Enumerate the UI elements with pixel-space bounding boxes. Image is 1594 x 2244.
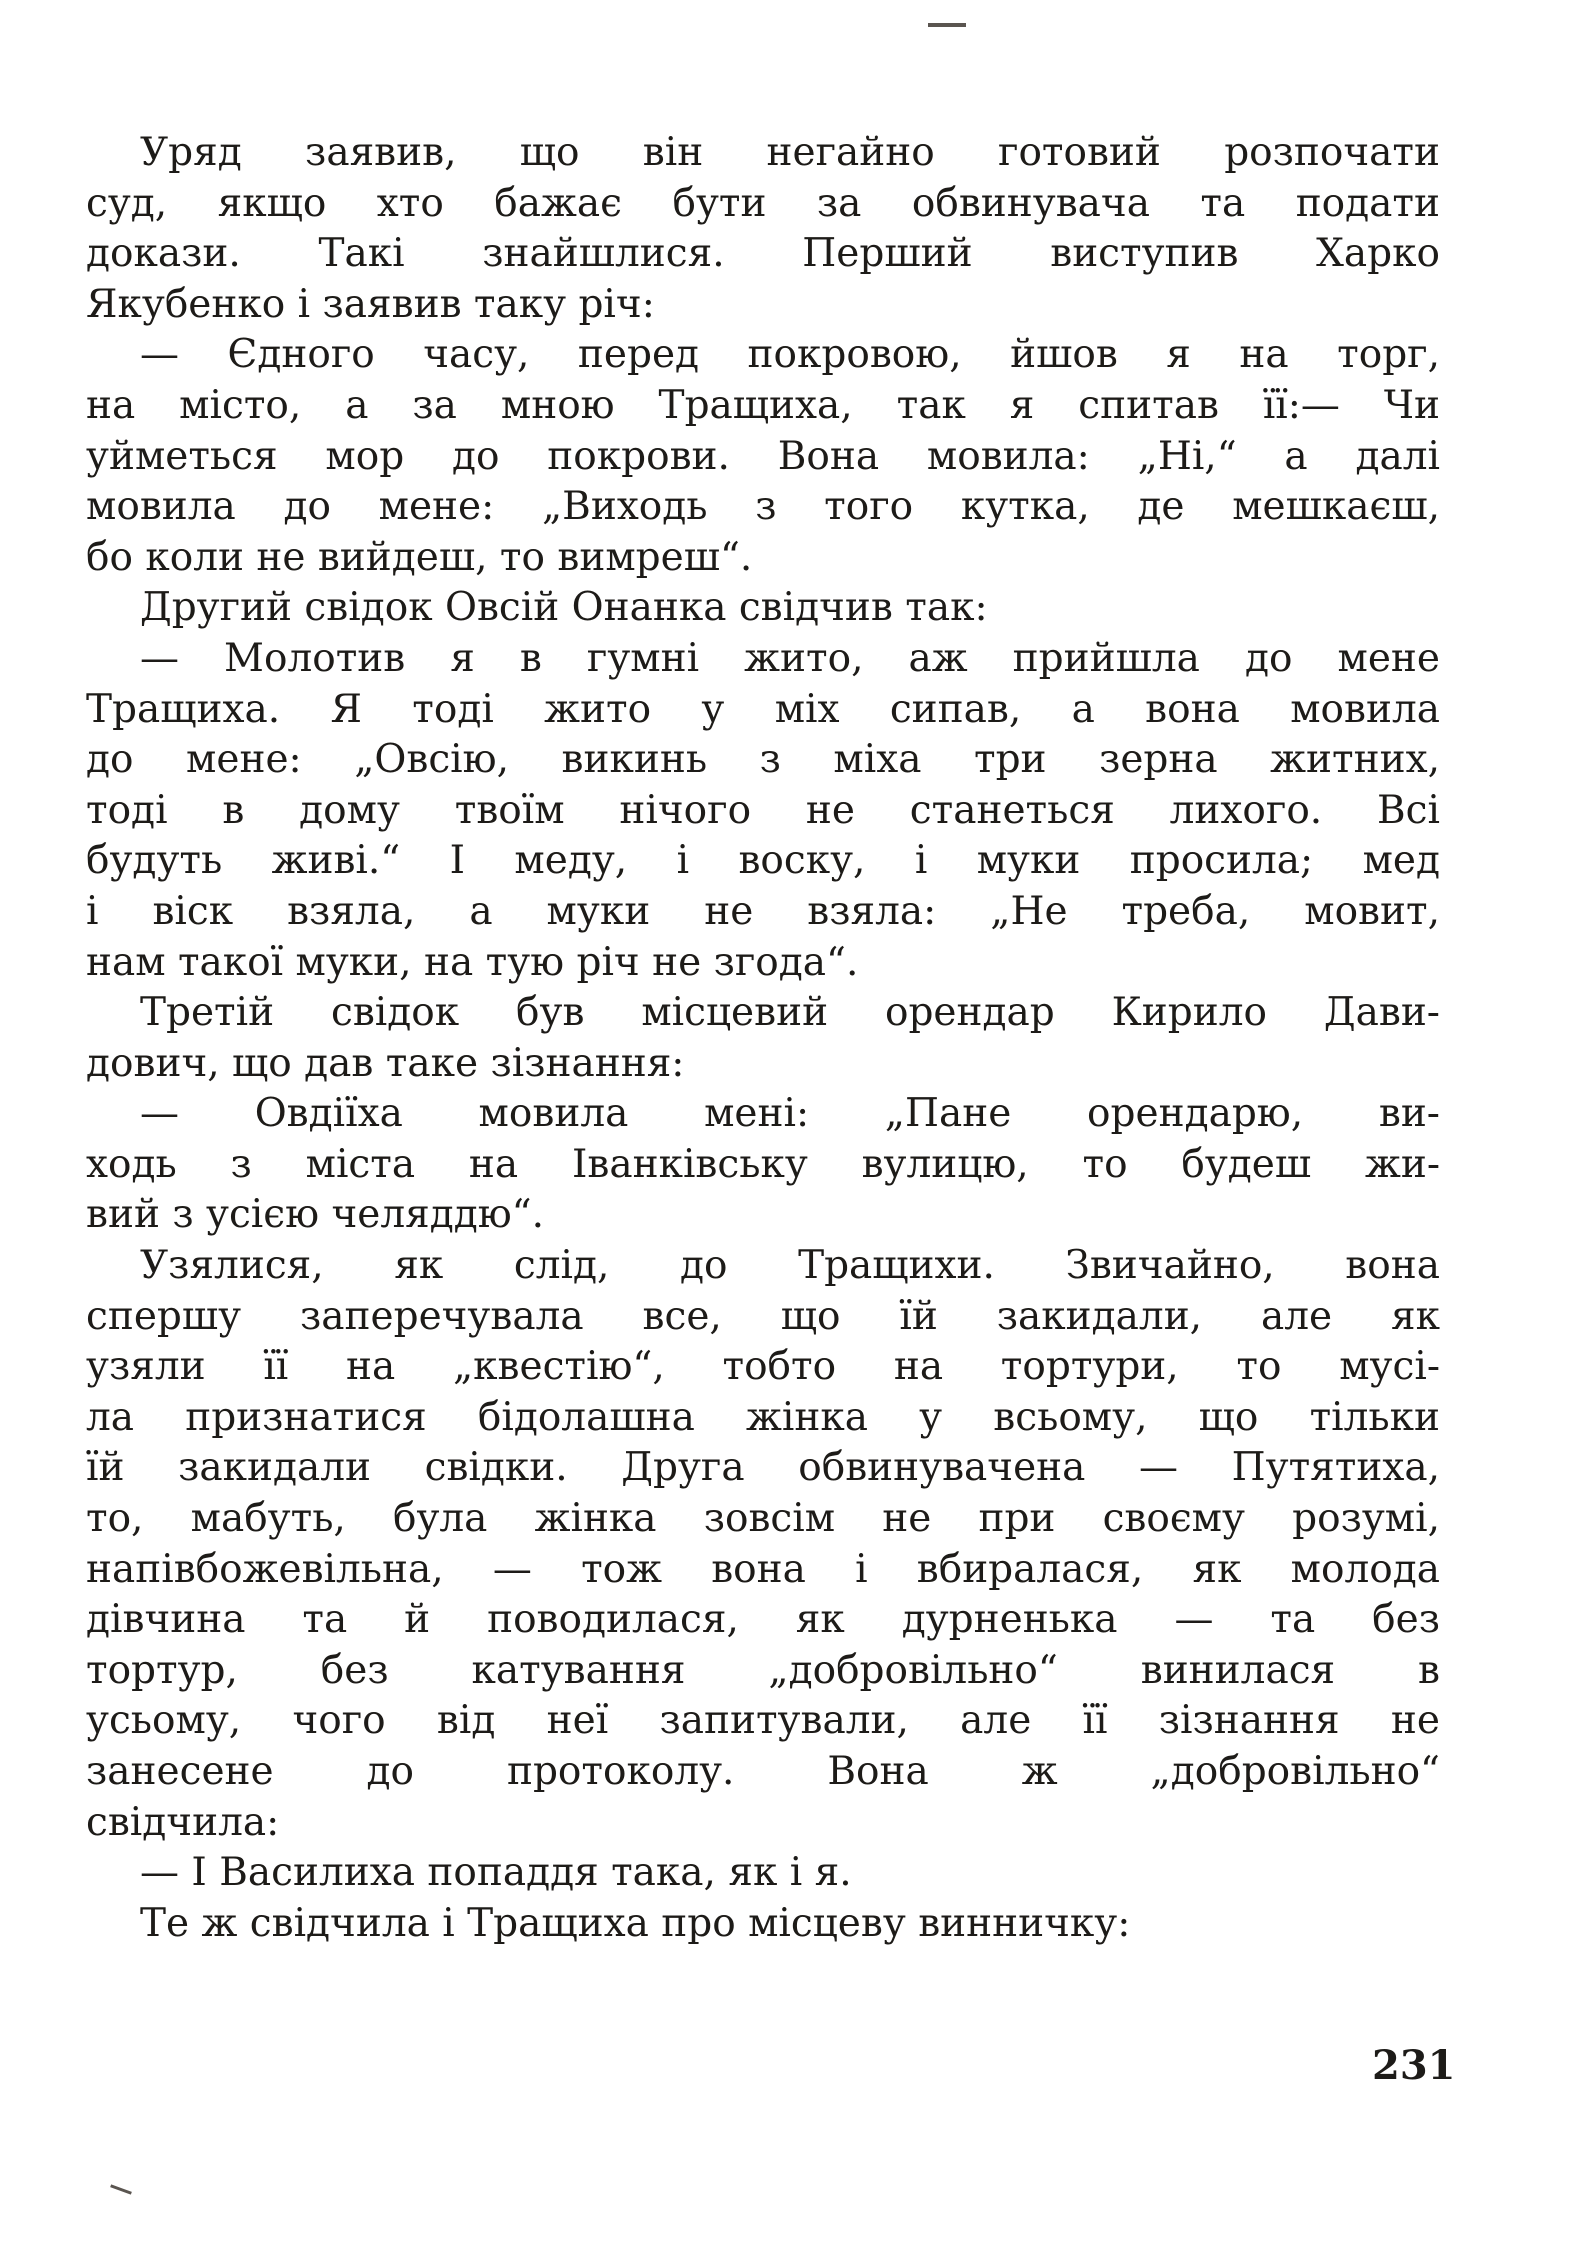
body-text	[86, 128, 1440, 1949]
text-line: дович, що дав таке зізнання:	[86, 1040, 685, 1086]
text-line: бо коли не вийдеш, то вимреш“.	[86, 534, 753, 580]
text-line: будуть живі.“ І меду, і воску, і муки просила; мед	[86, 838, 1440, 884]
text-line: свідчила:	[86, 1799, 280, 1845]
paragraph	[86, 1089, 1440, 1241]
text-line: узяли її на „квестію“, тобто на тортури, то мусі-	[86, 1344, 1440, 1390]
text-line: нам такої муки, на тую річ не згода“.	[86, 939, 859, 985]
text-line: — Молотив я в гумні жито, аж прийшла до мене	[140, 635, 1440, 681]
paragraph	[86, 330, 1440, 583]
text-line: — І Василиха попаддя така, як і я.	[140, 1850, 852, 1896]
text-line: — Овдіїха мовила мені: „Пане орендарю, ви-	[140, 1091, 1440, 1137]
text-line: усьому, чого від неї запитували, але її зізнання не	[86, 1698, 1440, 1744]
paragraph	[86, 1848, 1440, 1899]
paragraph	[86, 583, 1440, 634]
text-line: тоді в дому твоїм нічого не станеться лихого. Всі	[86, 787, 1440, 833]
text-line: їй закидали свідки. Друга обвинувачена — Путятиха,	[86, 1445, 1440, 1491]
paragraph	[86, 988, 1440, 1089]
text-line: Уряд заявив, що він негайно готовий розпочати	[140, 130, 1440, 175]
scan-mark-top	[928, 23, 966, 27]
text-line: Те ж свідчила і Тращиха про місцеву винничку:	[140, 1900, 1131, 1946]
text-line: — Єдного часу, перед покровою, йшов я на торг,	[140, 332, 1440, 378]
text-line: Третій свідок був місцевий орендар Кирило Дави-	[140, 990, 1440, 1036]
text-line: докази. Такі знайшлися. Перший виступив Харко	[86, 231, 1440, 277]
text-line: Узялися, як слід, до Тращихи. Звичайно, вона	[140, 1243, 1440, 1289]
text-line: мовила до мене: „Виходь з того кутка, де мешкаєш,	[86, 484, 1440, 530]
text-line: напівбожевільна, — тож вона і вбиралася, як молода	[86, 1546, 1440, 1592]
text-line: ла признатися бідолашна жінка у всьому, що тільки	[86, 1394, 1440, 1440]
text-line: вий з усією челяддю“.	[86, 1192, 545, 1238]
text-line: спершу заперечувала все, що їй закидали, але як	[86, 1293, 1440, 1339]
text-line: Другий свідок Овсій Онанка свідчив так:	[140, 585, 988, 631]
text-line: то, мабуть, була жінка зовсім не при своєму розумі,	[86, 1496, 1440, 1542]
text-line: Якубенко і заявив таку річ:	[86, 281, 655, 327]
text-line: до мене: „Овсію, викинь з міха три зерна житних,	[86, 737, 1440, 783]
paragraph	[86, 1899, 1440, 1950]
text-line: на місто, а за мною Тращиха, так я спитав її:— Чи	[86, 382, 1440, 428]
paragraph	[86, 634, 1440, 988]
text-line: занесене до протоколу. Вона ж „добровільно“	[86, 1749, 1440, 1794]
text-line: суд, якщо хто бажає бути за обвинувача та подати	[86, 180, 1440, 226]
scan-mark-bottom	[110, 2184, 132, 2194]
text-line: ходь з міста на Іванківську вулицю, то будеш жи-	[86, 1141, 1440, 1187]
text-line: Тращиха. Я тоді жито у міх сипав, а вона мовила	[86, 686, 1440, 732]
text-line: і віск взяла, а муки не взяла: „Не треба, мовит,	[86, 888, 1440, 934]
page-number: 231	[1372, 2042, 1456, 2089]
paragraph	[86, 1241, 1440, 1848]
paragraph	[86, 128, 1440, 330]
text-line: дівчина та й поводилася, як дурненька — та без	[86, 1597, 1440, 1643]
text-line: тортур, без катування „добровільно“ винилася в	[86, 1647, 1440, 1693]
text-line: уйметься мор до покрови. Вона мовила: „Ні,“ а далі	[86, 433, 1440, 479]
